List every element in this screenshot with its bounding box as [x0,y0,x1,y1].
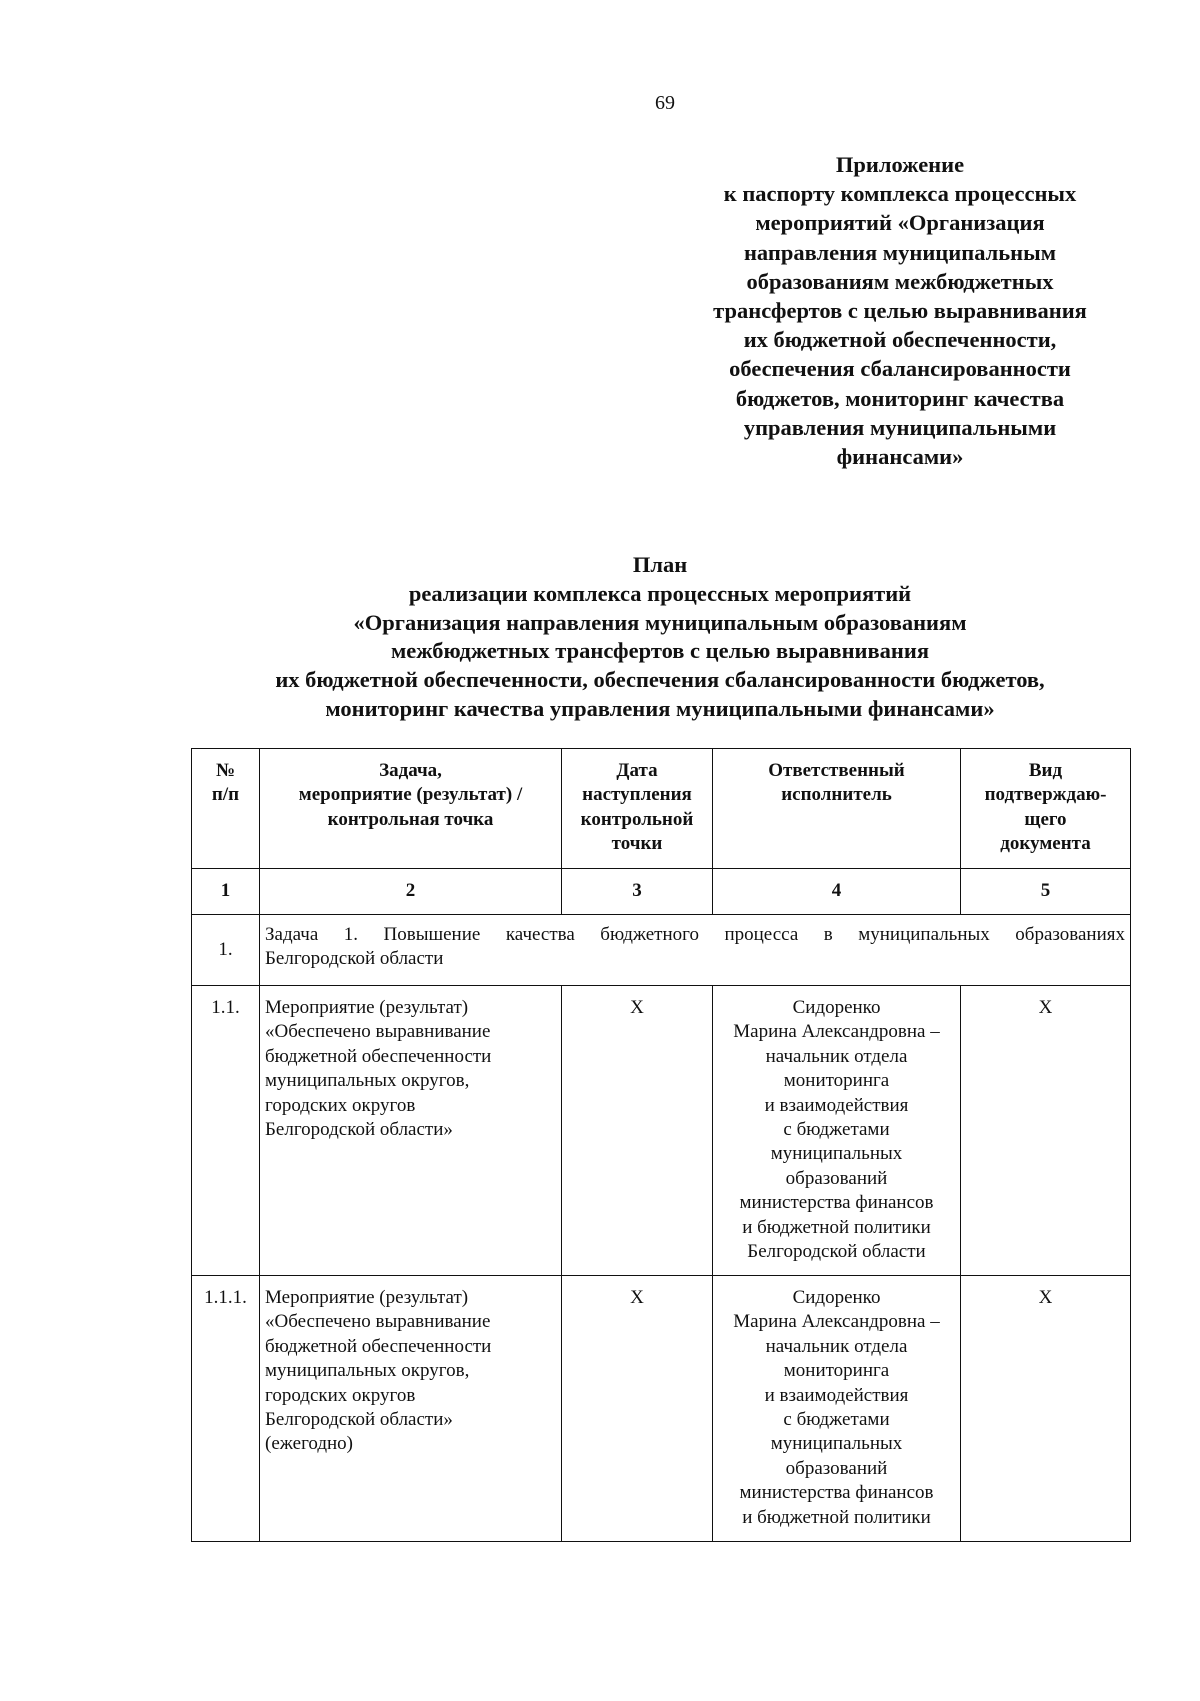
header-task [260,749,562,869]
row-date: X [562,1276,713,1542]
plan-title-line: «Организация направления муниципальным образованиям [353,609,967,635]
appendix-line: бюджетов, мониторинг качества [735,385,1065,411]
task-number: 1. [192,915,260,986]
plan-table [191,748,1131,1542]
measure-line: (ежегодно) [265,1433,354,1455]
header-line: контрольной [580,808,694,830]
appendix-line: к паспорту комплекса процессных [723,181,1077,207]
appendix-line: мероприятий «Организация [755,210,1045,236]
row-measure [260,986,562,1276]
appendix-line: образованиям межбюджетных [746,268,1054,294]
responsible-line: с бюджетами [783,1409,890,1431]
responsible-line: Марина Александровна – [733,1311,940,1333]
header-line: исполнитель [781,784,892,806]
responsible-line: муниципальных [770,1433,903,1455]
header-line: Вид [1028,760,1063,781]
header-document [961,749,1131,869]
responsible-line: мониторинга [783,1360,890,1382]
responsible-line: и бюджетной политики [742,1216,931,1238]
header-line: точки [611,833,663,855]
column-number: 1 [192,869,260,915]
responsible-line: Сидоренко [792,997,881,1018]
header-line: документа [1000,833,1091,855]
plan-title-line: их бюджетной обеспеченности, обеспечения сбалансированности бюджетов, [275,667,1045,693]
appendix-heading [675,150,1125,471]
measure-line: Белгородской области» [265,1409,453,1431]
header-line: щего [1024,808,1067,830]
task-text [260,915,1131,986]
header-line: п/п [211,784,240,806]
plan-title-line: мониторинг качества управления муниципальными финансами» [325,695,995,721]
responsible-line: министерства финансов [739,1192,934,1214]
header-responsible [713,749,961,869]
header-line: контрольная точка [327,808,494,830]
header-line: Ответственный [768,760,905,781]
measure-line: муниципальных округов, [265,1070,470,1092]
table-row [192,1276,1131,1542]
appendix-line: управления муниципальными [743,414,1057,440]
header-date [562,749,713,869]
appendix-line: их бюджетной обеспеченности, [743,327,1057,353]
appendix-line: Приложение [835,152,965,177]
plan-title-line: межбюджетных трансфертов с целью выравнивания [390,638,930,664]
row-measure [260,1276,562,1542]
header-line: Дата [616,760,658,781]
measure-line: городских округов [265,1094,416,1116]
header-number [192,749,260,869]
measure-line: муниципальных округов, [265,1360,470,1382]
plan-title-line: реализации комплекса процессных мероприятий [408,580,912,606]
responsible-line: муниципальных [770,1143,903,1165]
measure-line: бюджетной обеспеченности [265,1335,492,1357]
responsible-line: и бюджетной политики [742,1506,931,1528]
responsible-line: образований [785,1167,888,1189]
responsible-line: Марина Александровна – [733,1021,940,1043]
plan-title [170,551,1150,724]
header-line: подтверждаю- [984,784,1107,806]
measure-line: бюджетной обеспеченности [265,1045,492,1067]
responsible-line: образований [785,1457,888,1479]
row-responsible [713,1276,961,1542]
responsible-line: Сидоренко [792,1287,881,1308]
row-number: 1.1. [192,986,260,1276]
responsible-line: и взаимодействия [764,1384,909,1406]
appendix-line: финансами» [836,444,964,470]
responsible-line: министерства финансов [739,1482,934,1504]
row-document: X [961,1276,1131,1542]
task-text-line: Белгородской области [265,948,444,970]
appendix-line: трансфертов с целью выравнивания [713,298,1087,324]
header-line: наступления [582,784,692,806]
responsible-line: и взаимодействия [764,1094,909,1116]
row-date: X [562,986,713,1276]
task-row [192,915,1131,986]
plan-title-line: План [632,552,688,577]
table-header-row [192,749,1131,869]
column-number: 5 [961,869,1131,915]
appendix-line: направления муниципальным [743,239,1057,265]
responsible-line: начальник отдела [765,1045,908,1067]
page-number: 69 [655,92,675,114]
column-number: 4 [713,869,961,915]
appendix-line: обеспечения сбалансированности [729,356,1071,382]
task-text-line: Задача 1. Повышение качества бюджетного процесса в муниципальных образованиях [265,924,1125,945]
responsible-line: с бюджетами [783,1119,890,1141]
header-line: мероприятие (результат) / [298,784,523,806]
measure-line: Белгородской области» [265,1119,453,1141]
header-line: Задача, [379,760,442,781]
measure-line: Мероприятие (результат) [265,997,469,1018]
measure-line: городских округов [265,1384,416,1406]
measure-line: Мероприятие (результат) [265,1287,469,1308]
measure-line: «Обеспечено выравнивание [265,1311,491,1333]
responsible-line: мониторинга [783,1070,890,1092]
row-number: 1.1.1. [192,1276,260,1542]
header-line: № [215,760,236,781]
column-number: 3 [562,869,713,915]
column-number: 2 [260,869,562,915]
column-number-row [192,869,1131,915]
row-responsible [713,986,961,1276]
responsible-line: начальник отдела [765,1335,908,1357]
measure-line: «Обеспечено выравнивание [265,1021,491,1043]
table-row [192,986,1131,1276]
row-document: X [961,986,1131,1276]
responsible-line: Белгородской области [747,1241,926,1263]
